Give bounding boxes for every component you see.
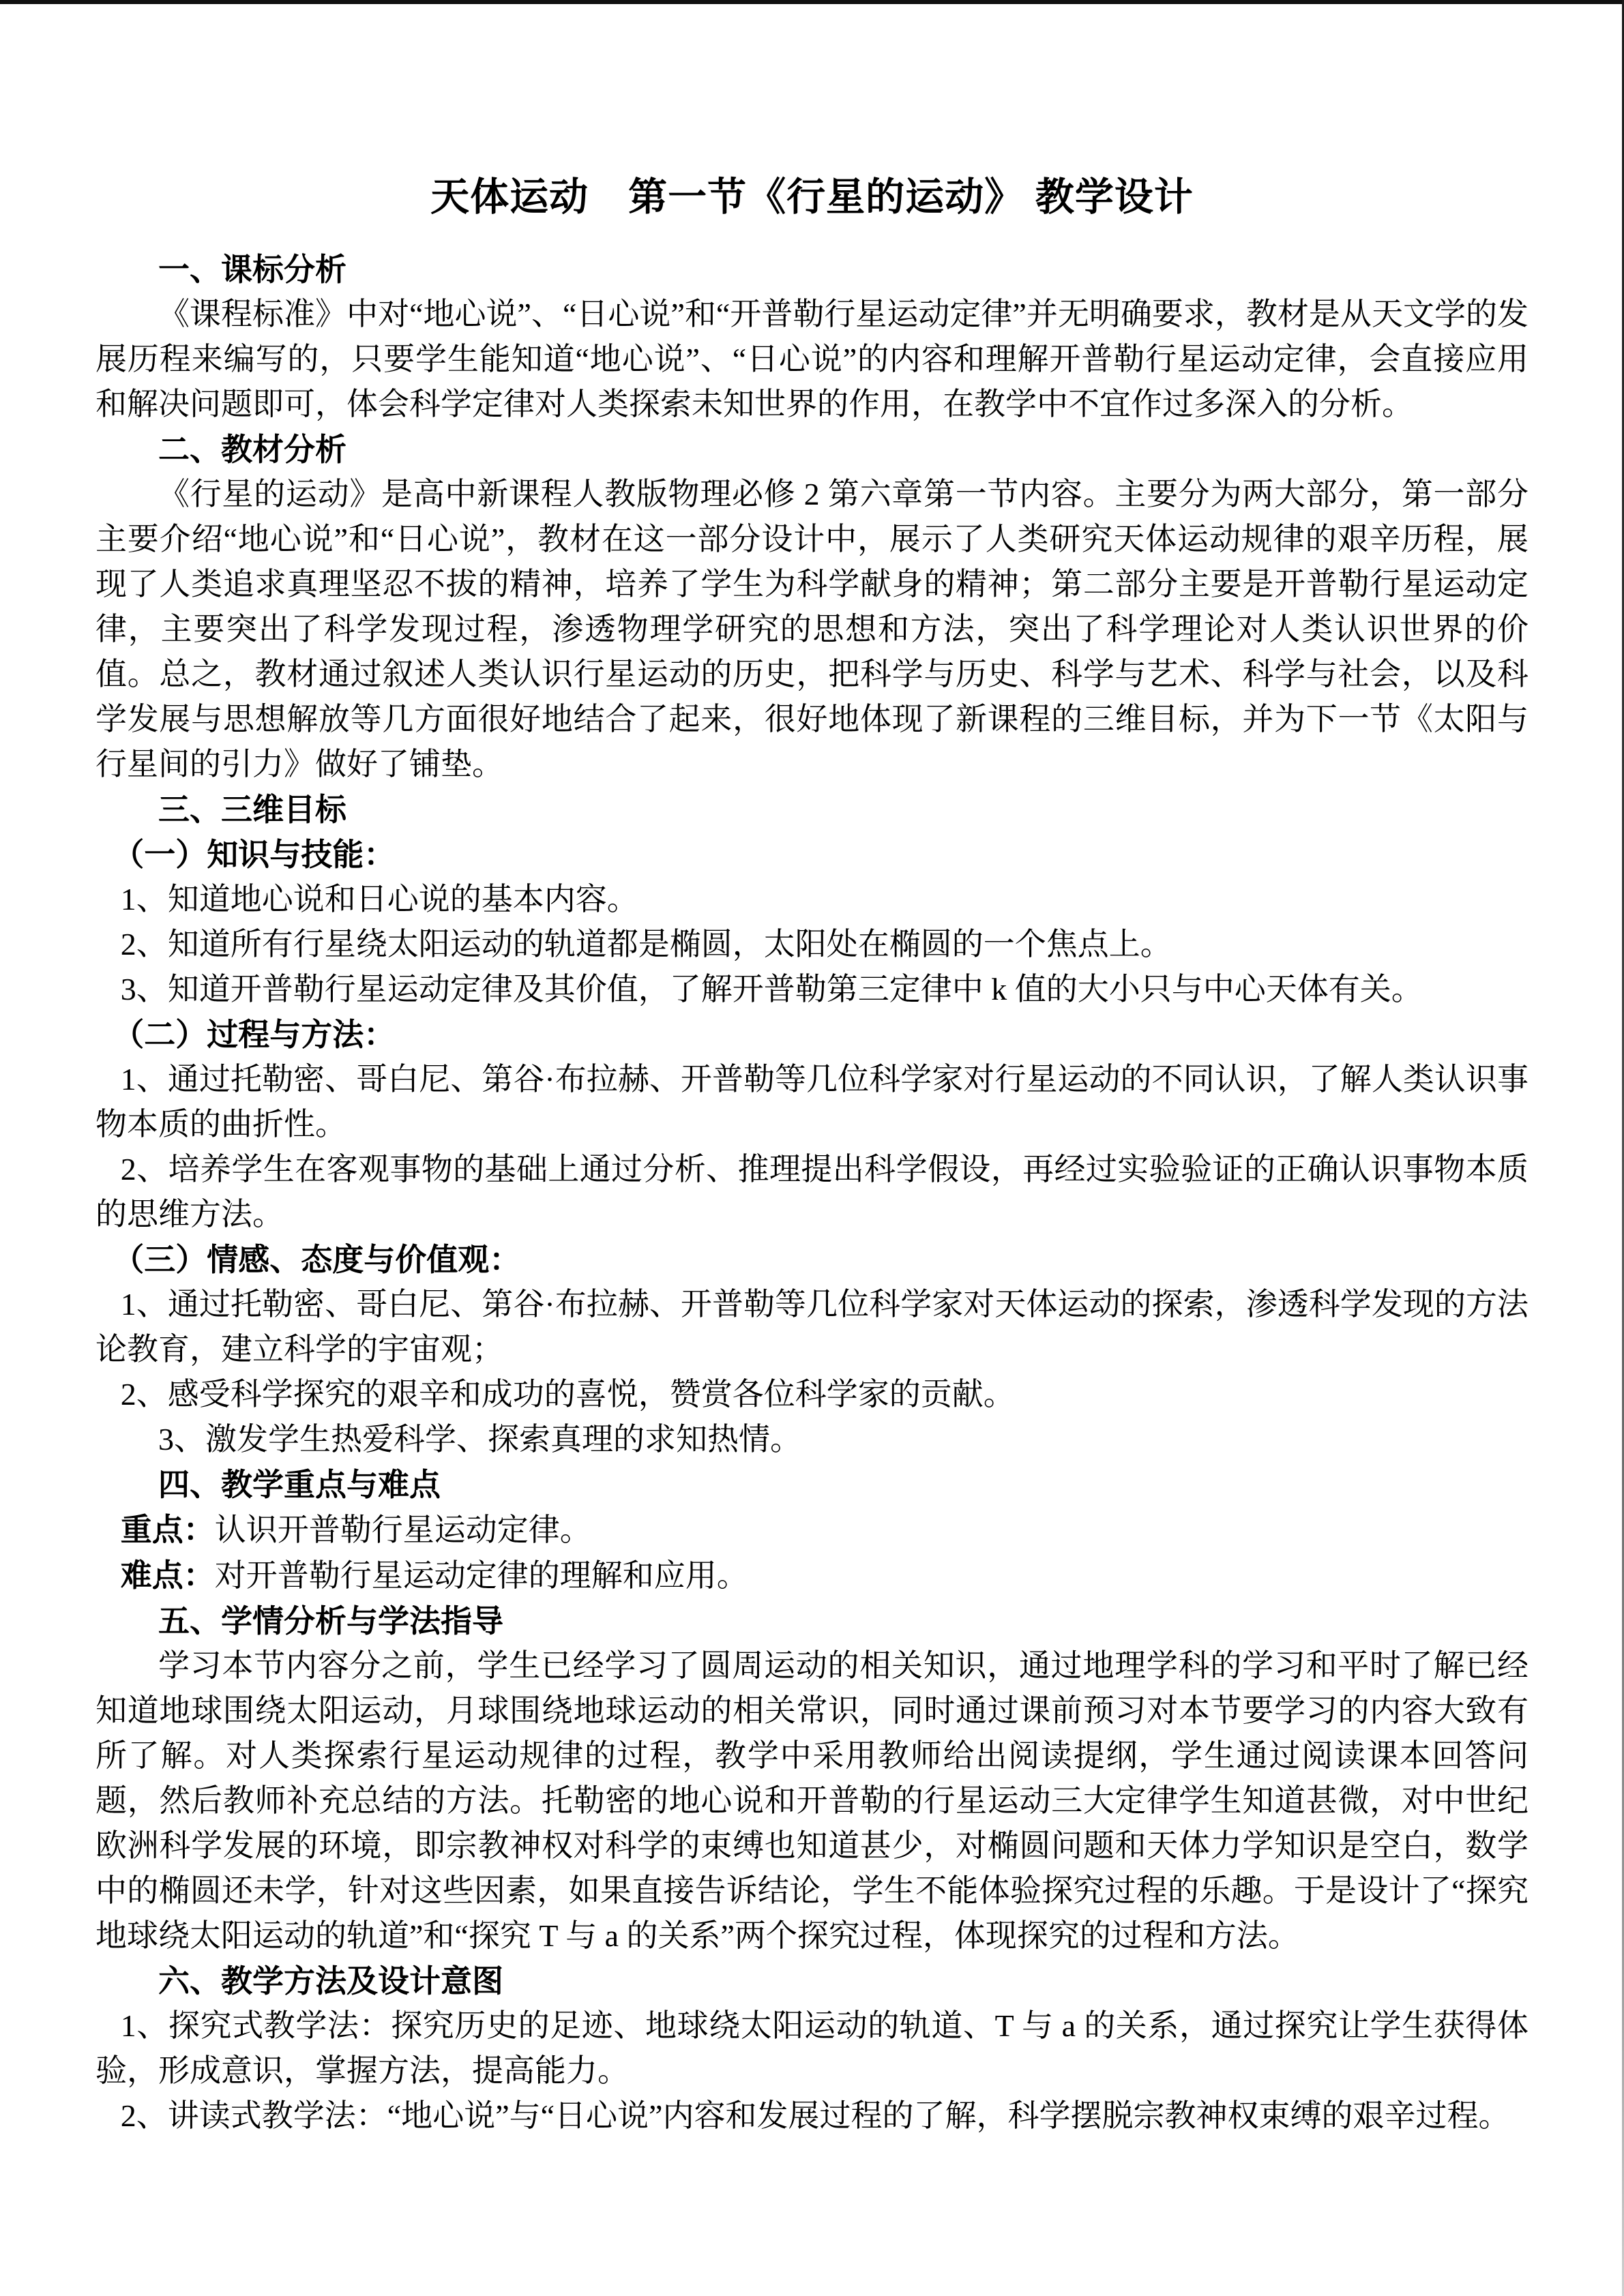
difficult-point-text: 对开普勒行星运动定律的理解和应用。 (214, 1558, 748, 1593)
section-5-paragraph: 学习本节内容分之前，学生已经学习了圆周运动的相关知识，通过地理学科的学习和平时了解已经知道地球围绕太阳运动，月球围绕地球运动的相关常识，同时通过课前预习对本节要学习的内容大致有所了解。对人类探索行星运动规律的过程，教学中采用教师给出阅读提纲，学生通过阅读课本回答问题，然后教师补充总结的方法。托勒密的地心说和开普勒的行星运动三大定律学生知道甚微，对中世纪欧洲科学发展的环境，即宗教神权对科学的束缚也知道甚少，对椭圆问题和天体力学知识是空白，数学中的椭圆还未学，针对这些因素，如果直接告诉结论，学生不能体验探究过程的乐趣。于是设计了“探究地球绕太阳运动的轨道”和“探究 T 与 a 的关系”两个探究过程，体现探究的过程和方法。 (95, 1648, 1529, 1953)
list-item: 2、知道所有行星绕太阳运动的轨道都是椭圆，太阳处在椭圆的一个焦点上。 (120, 927, 1172, 961)
key-point-line (95, 1507, 1529, 1553)
section-1-paragraph: 《课程标准》中对“地心说”、“日心说”和“开普勒行星运动定律”并无明确要求，教材是从天文学的发展历程来编写的，只要学生能知道“地心说”、“日心说”的内容和理解开普勒行星运动定律，会直接应用和解决问题即可，体会科学定律对人类探索未知世界的作用，在教学中不宜作过多深入的分析。 (95, 297, 1529, 421)
section-2-paragraph: 《行星的运动》是高中新课程人教版物理必修 2 第六章第一节内容。主要分为两大部分，第一部分主要介绍“地心说”和“日心说”，教材在这一部分设计中，展示了人类研究天体运动规律的艰辛历程，展现了人类追求真理坚忍不拔的精神，培养了学生为科学献身的精神；第二部分主要是开普勒行星运动定律，主要突出了科学发现过程，渗透物理学研究的思想和方法，突出了科学理论对人类认识世界的价值。总之，教材通过叙述人类认识行星运动的历史，把科学与历史、科学与艺术、科学与社会，以及科学发展与思想解放等几方面很好地结合了起来，很好地体现了新课程的三维目标，并为下一节《太阳与行星间的引力》做好了铺垫。 (95, 477, 1529, 781)
section-heading-5: 五、学情分析与学法指导 (158, 1603, 503, 1639)
screenshot-top-edge (0, 0, 1624, 4)
section-heading-6: 六、教学方法及设计意图 (158, 1963, 503, 1999)
list-item: 2、感受科学探究的艰辛和成功的喜悦，赞赏各位科学家的贡献。 (120, 1377, 1015, 1412)
list-item: 3、知道开普勒行星运动定律及其价值，了解开普勒第三定律中 k 值的大小只与中心天体有关。 (120, 972, 1423, 1007)
section-heading-4: 四、教学重点与难点 (158, 1467, 441, 1502)
subsection-emotion-values: （三）情感、态度与价值观： (113, 1242, 521, 1277)
difficult-point-label: 难点： (120, 1557, 215, 1593)
key-point-label: 重点： (120, 1512, 215, 1547)
list-item: 2、培养学生在客观事物的基础上通过分析、推理提出科学假设，再经过实验验证的正确认识事物本质的思维方法。 (95, 1152, 1529, 1232)
document-title: 天体运动 第一节《行星的运动》 教学设计 (430, 175, 1194, 219)
section-heading-2: 二、教材分析 (158, 432, 346, 467)
key-point-text: 认识开普勒行星运动定律。 (214, 1512, 591, 1547)
section-heading-3: 三、三维目标 (158, 792, 346, 827)
list-item: 3、激发学生热爱科学、探索真理的求知热情。 (158, 1422, 801, 1457)
list-item: 1、知道地心说和日心说的基本内容。 (120, 882, 638, 916)
document-page (95, 168, 1529, 2138)
section-heading-1: 一、课标分析 (158, 252, 346, 287)
difficult-point-line (95, 1553, 1529, 1598)
list-item: 1、通过托勒密、哥白尼、第谷·布拉赫、开普勒等几位科学家对天体运动的探索，渗透科学发现的方法论教育，建立科学的宇宙观； (95, 1287, 1529, 1367)
list-item: 1、通过托勒密、哥白尼、第谷·布拉赫、开普勒等几位科学家对行星运动的不同认识，了解人类认识事物本质的曲折性。 (95, 1062, 1529, 1142)
subsection-process-methods: （二）过程与方法： (113, 1017, 396, 1052)
subsection-knowledge-skills: （一）知识与技能： (113, 837, 396, 872)
list-item: 2、讲读式教学法：“地心说”与“日心说”内容和发展过程的了解，科学摆脱宗教神权束缚的艰辛过程。 (120, 2098, 1510, 2133)
list-item: 1、探究式教学法：探究历史的足迹、地球绕太阳运动的轨道、T 与 a 的关系，通过探究让学生获得体验，形成意识，掌握方法，提高能力。 (95, 2008, 1529, 2088)
